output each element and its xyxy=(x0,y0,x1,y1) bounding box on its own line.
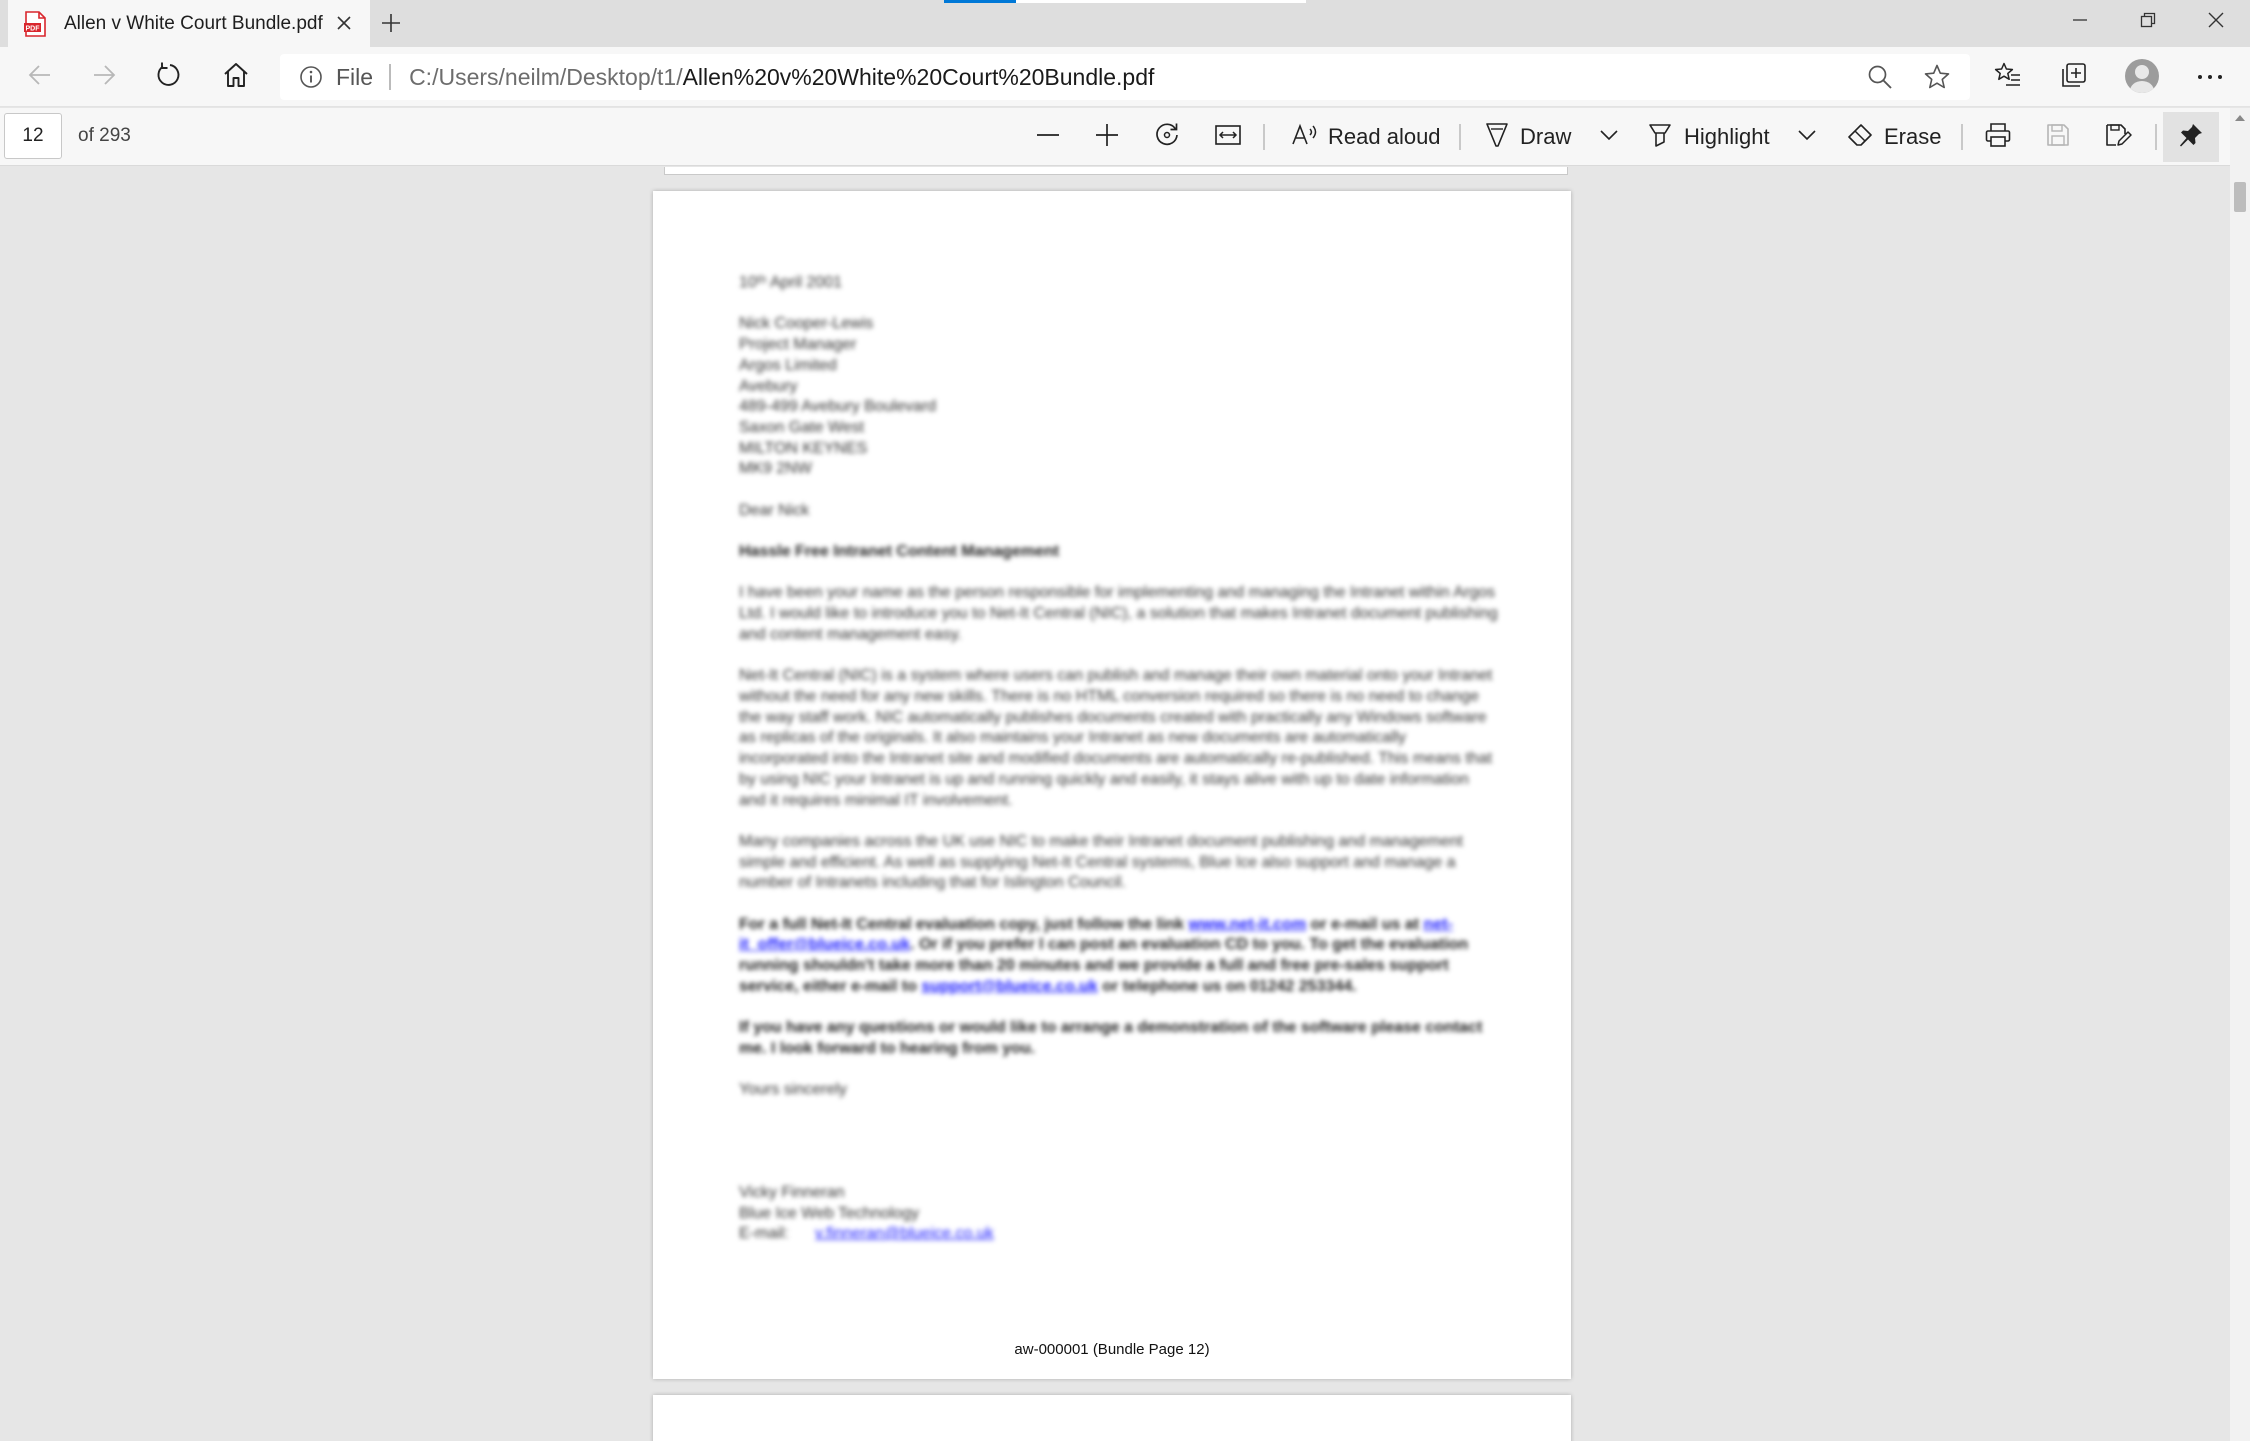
print-button[interactable] xyxy=(1976,114,2020,160)
next-page-edge xyxy=(653,1395,1571,1441)
address-line: 489-499 Avebury Boulevard xyxy=(739,398,937,416)
more-button[interactable] xyxy=(2188,56,2232,98)
pdf-viewer[interactable] xyxy=(0,167,2230,1441)
toolbar-separator xyxy=(1459,124,1461,150)
letter-paragraph: Net-It Central (NIC) is a system where users can publish and manage their own material onto your Intranet without the need for any new skills. There is no HTML conversion required so there is no need to change the way staff work. NIC automatically publishes documents created with practically any Windows software as replicas of the originals. It also maintains your Intranet as new documents are automatically incorporated into the Intranet site and modified documents are automatically re-published. This means that by using NIC your Intranet is up and running quickly and easily, it stays alive with up to date information and it requires minimal IT involvement. xyxy=(739,667,1493,809)
address-line: MK9 2NW xyxy=(739,460,812,478)
more-icon xyxy=(2197,68,2223,86)
refresh-button[interactable] xyxy=(148,56,192,98)
minimize-button[interactable] xyxy=(2046,0,2114,44)
back-button[interactable] xyxy=(18,56,62,98)
tab-strip-indicator xyxy=(944,0,1016,3)
profile-icon[interactable] xyxy=(2125,59,2159,93)
tab-title: Allen v White Court Bundle.pdf xyxy=(64,12,323,34)
home-button[interactable] xyxy=(214,56,258,98)
offer-text: or telephone us on 01242 253344. xyxy=(1097,977,1357,995)
signature-email-link[interactable]: v.finneran@blueice.co.uk xyxy=(815,1225,994,1243)
page-footer: aw-000001 (Bundle Page 12) xyxy=(1014,1341,1210,1358)
signature-block xyxy=(739,1183,1499,1245)
navigation-bar xyxy=(0,47,2250,107)
signature-company: Blue Ice Web Technology xyxy=(739,1204,919,1222)
erase-button[interactable] xyxy=(1846,114,1941,160)
read-aloud-label: Read aloud xyxy=(1328,124,1441,149)
pin-toolbar-button[interactable] xyxy=(2163,112,2219,162)
forward-arrow-icon xyxy=(91,62,117,93)
fit-width-icon xyxy=(1214,123,1242,152)
toolbar-separator xyxy=(2155,124,2157,150)
letter-paragraph: I have been your name as the person responsible for implementing and managing the Intranet within Argos Ltd. I would like to introduce you to Net-It Central (NIC), a solution that makes Intranet document publishing and content management easy. xyxy=(739,584,1498,643)
star-icon[interactable] xyxy=(1922,62,1952,92)
close-icon xyxy=(2207,11,2225,34)
minimize-icon xyxy=(2072,12,2088,33)
highlight-label: Highlight xyxy=(1684,124,1770,149)
print-icon xyxy=(1984,121,2012,154)
url-path-main: Allen%20v%20White%20Court%20Bundle.pdf xyxy=(682,63,1155,90)
draw-button[interactable] xyxy=(1484,114,1571,160)
rotate-icon xyxy=(1153,121,1181,154)
tab-strip-highlight xyxy=(1016,0,1306,3)
offer-email-link[interactable]: net-it_offer@blueice.co.uk xyxy=(739,915,1453,954)
read-aloud-button[interactable] xyxy=(1290,114,1441,160)
scrollbar-thumb[interactable] xyxy=(2234,182,2246,212)
signature-name: Vicky Finneran xyxy=(739,1183,845,1201)
address-line: Nick Cooper-Lewis xyxy=(739,315,874,333)
page-total-label: of 293 xyxy=(78,125,131,146)
address-line: Saxon Gate West xyxy=(739,418,865,436)
collections-button[interactable] xyxy=(2052,56,2096,98)
offer-text: or e-mail us at xyxy=(1306,915,1424,933)
avatar-head xyxy=(2135,65,2149,79)
draw-options-button[interactable] xyxy=(1592,114,1626,160)
back-arrow-icon xyxy=(27,62,53,93)
refresh-icon xyxy=(156,61,184,94)
address-line: MILTON KEYNES xyxy=(739,439,868,457)
pdf-toolbar xyxy=(0,108,2250,166)
toolbar-separator xyxy=(1961,124,1963,150)
url-path-dim: C:/Users/neilm/Desktop/t1/ xyxy=(409,63,683,90)
url-scheme-label: File xyxy=(336,63,374,90)
zoom-out-icon xyxy=(1035,122,1061,153)
collections-icon xyxy=(2061,62,2087,93)
svg-text:PDF: PDF xyxy=(25,24,40,32)
vertical-scrollbar[interactable] xyxy=(2230,108,2250,1441)
tab-bar xyxy=(0,0,2250,47)
chevron-down-icon xyxy=(1599,128,1619,146)
chevron-down-icon xyxy=(1797,128,1817,146)
draw-label: Draw xyxy=(1520,124,1572,149)
erase-label: Erase xyxy=(1884,124,1942,149)
zoom-icon[interactable] xyxy=(1865,62,1895,92)
pdf-page xyxy=(653,191,1571,1379)
save-icon xyxy=(2045,122,2071,153)
close-window-button[interactable] xyxy=(2182,0,2250,44)
highlight-icon xyxy=(1646,121,1674,154)
plus-icon xyxy=(380,12,402,39)
page-number-input[interactable] xyxy=(4,113,62,159)
letter-paragraph-contact: If you have any questions or would like to arrange a demonstration of the software please contact me. I look forward to hearing from you. xyxy=(739,1019,1483,1057)
previous-page-edge xyxy=(664,167,1568,175)
forward-button[interactable] xyxy=(82,56,126,98)
net-it-link[interactable]: www.net-it.com xyxy=(1188,915,1307,933)
url-text[interactable] xyxy=(409,64,1154,91)
fit-width-button[interactable] xyxy=(1206,114,1250,160)
erase-icon xyxy=(1846,122,1874,153)
letter-paragraph-offer xyxy=(739,915,1499,998)
read-aloud-icon xyxy=(1290,121,1318,154)
browser-tab-active[interactable] xyxy=(8,0,370,47)
closing: Yours sincerely xyxy=(739,1081,847,1099)
address-line: Avebury xyxy=(739,377,798,395)
toolbar-separator xyxy=(1263,124,1265,150)
letter-subject: Hassle Free Intranet Content Management xyxy=(739,543,1060,561)
save-as-icon xyxy=(2104,122,2132,153)
address-bar[interactable] xyxy=(280,54,1970,100)
close-icon[interactable] xyxy=(332,11,356,35)
zoom-in-button[interactable] xyxy=(1085,114,1129,160)
favorites-button[interactable] xyxy=(1986,56,2030,98)
letter-body xyxy=(739,273,1499,1266)
rotate-button[interactable] xyxy=(1145,114,1189,160)
favorites-icon xyxy=(1994,61,2022,94)
restore-icon xyxy=(2140,12,2156,33)
address-separator xyxy=(389,64,391,90)
address-line: Argos Limited xyxy=(739,356,837,374)
pin-icon xyxy=(2178,122,2204,153)
letter-date: 10ᵗʰ April 2001 xyxy=(739,274,843,291)
offer-text: For a full Net-It Central evaluation copy, just follow the link xyxy=(739,915,1189,933)
save-button[interactable] xyxy=(2036,114,2080,160)
highlight-options-button[interactable] xyxy=(1790,114,1824,160)
offer-text: . Or if you prefer I can post an evaluation CD to you. To get the evaluation running shouldn't take more than 20 minutes and we provide a full and free pre-sales support service, either e-mail to xyxy=(739,936,1469,995)
highlight-button[interactable] xyxy=(1646,114,1770,160)
info-icon[interactable] xyxy=(298,64,324,90)
zoom-out-button[interactable] xyxy=(1026,114,1070,160)
draw-icon xyxy=(1484,121,1510,154)
scroll-up-icon[interactable] xyxy=(2234,112,2246,124)
home-icon xyxy=(222,61,250,94)
salutation: Dear Nick xyxy=(739,501,810,519)
save-as-button[interactable] xyxy=(2096,114,2140,160)
avatar-body xyxy=(2130,81,2154,93)
letter-paragraph: Many companies across the UK use NIC to make their Intranet document publishing and management simple and efficient. As well as supplying Net-It Central systems, Blue Ice also support and manage a number of Intranets including that for Islington Council. xyxy=(739,832,1463,892)
support-email-link[interactable]: support@blueice.co.uk xyxy=(921,977,1098,995)
address-line: Project Manager xyxy=(739,336,857,354)
zoom-in-icon xyxy=(1094,122,1120,153)
new-tab-button[interactable] xyxy=(376,10,406,40)
recipient-address xyxy=(739,314,1499,480)
signature-email-label: E-mail: xyxy=(739,1225,789,1243)
restore-button[interactable] xyxy=(2114,0,2182,44)
pdf-icon xyxy=(24,11,46,37)
